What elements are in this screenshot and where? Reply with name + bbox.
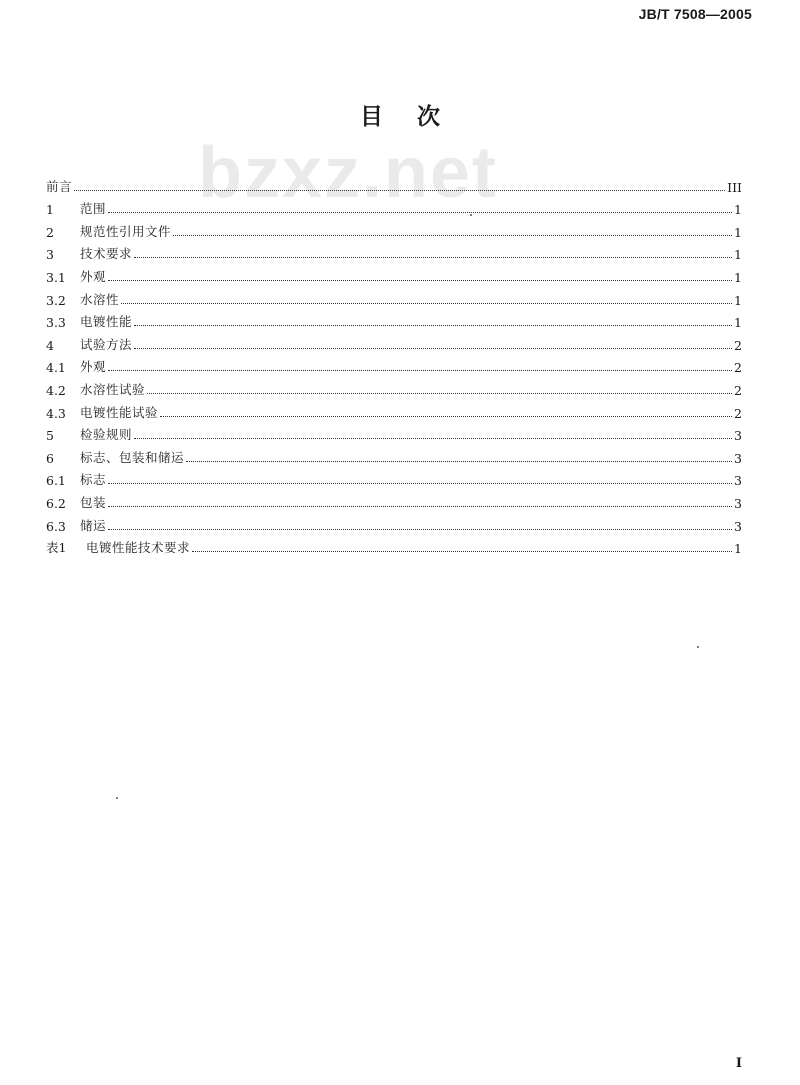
toc-entry-number: 3 [46, 247, 54, 263]
toc-dot-leader [147, 392, 732, 394]
toc-entry-page: 1 [734, 292, 742, 308]
toc-dot-leader [108, 482, 732, 484]
toc-dot-leader [134, 324, 732, 326]
toc-entry-number: 6 [46, 450, 54, 466]
toc-entry-label: 水溶性试验 [80, 381, 146, 397]
toc-entry [46, 488, 742, 511]
toc-entry [46, 375, 742, 398]
toc-entry-page: 2 [734, 360, 742, 376]
toc-entry-number: 6.1 [46, 473, 66, 489]
toc-dot-leader [108, 211, 732, 213]
toc-entry-page: 3 [734, 518, 742, 534]
toc-entry-label: 电镀性能 [80, 314, 133, 330]
toc-entry-label: 技术要求 [80, 246, 133, 262]
page-number: I [735, 1056, 742, 1071]
toc-entry-number: 4.2 [46, 382, 66, 398]
toc-dot-leader [108, 369, 732, 371]
toc-entry-page: 1 [734, 247, 742, 263]
toc-entry-number: 6.3 [46, 518, 66, 534]
toc-entry-label: 前言 [46, 178, 73, 194]
toc-entry-number: 表1 [46, 540, 67, 556]
toc-entry-number: 3.1 [46, 269, 66, 285]
page-title: 目次 [360, 103, 474, 130]
toc-entry-number: 4.3 [46, 405, 66, 421]
toc-dot-leader [108, 528, 732, 530]
toc-entry-page: III [727, 179, 742, 195]
toc-entry [46, 421, 742, 444]
toc-entry-number: 1 [46, 202, 54, 218]
toc-entry-page: 3 [734, 495, 742, 511]
toc-entry-page: 1 [734, 541, 742, 557]
toc-entry-number: 3.2 [46, 292, 66, 308]
toc-dot-leader [192, 550, 732, 552]
toc-entry-label: 包装 [80, 494, 107, 510]
toc-dot-leader [173, 234, 732, 236]
toc-entry-page: 3 [734, 428, 742, 444]
toc-entry [46, 262, 742, 285]
toc-entry [46, 308, 742, 331]
toc-entry-page: 1 [734, 224, 742, 240]
toc-entry-number: 5 [46, 428, 54, 444]
toc-entry-label: 电镀性能技术要求 [86, 540, 191, 556]
toc-entry-number: 2 [46, 224, 54, 240]
toc-dot-leader [108, 279, 732, 281]
watermark: bzxz.net [198, 133, 499, 213]
toc-entry-number: 6.2 [46, 495, 66, 511]
toc-entry-number: 4 [46, 337, 54, 353]
toc-entry [46, 511, 742, 534]
toc-entry-page: 3 [734, 473, 742, 489]
toc-entry [46, 285, 742, 308]
toc-dot-leader [186, 460, 732, 462]
toc-entry-label: 储运 [80, 517, 107, 533]
scan-speck [697, 646, 699, 648]
toc-entry [46, 172, 742, 195]
toc-entry [46, 466, 742, 489]
toc-dot-leader [108, 505, 732, 507]
toc-entry [46, 195, 742, 218]
toc-entry-label: 范围 [80, 201, 107, 217]
toc-entry-page: 1 [734, 202, 742, 218]
toc-entry-page: 2 [734, 382, 742, 398]
toc-entry [46, 534, 742, 557]
toc-entry [46, 330, 742, 353]
toc-dot-leader [134, 437, 732, 439]
toc-entry-number: 4.1 [46, 360, 66, 376]
toc-entry [46, 398, 742, 421]
toc-entry [46, 217, 742, 240]
toc-entry-label: 电镀性能试验 [80, 404, 159, 420]
toc-entry [46, 353, 742, 376]
toc-entry-label: 检验规则 [80, 427, 133, 443]
document-code: JB/T 7508—2005 [638, 6, 752, 22]
toc-entry-label: 试验方法 [80, 336, 133, 352]
toc-entry [46, 443, 742, 466]
toc-entry-label: 标志 [80, 472, 107, 488]
table-of-contents [46, 172, 742, 556]
toc-dot-leader [134, 256, 732, 258]
toc-entry-label: 外观 [80, 359, 107, 375]
toc-entry-page: 1 [734, 269, 742, 285]
toc-entry-label: 规范性引用文件 [80, 223, 172, 239]
toc-entry-page: 2 [734, 405, 742, 421]
toc-dot-leader [134, 347, 732, 349]
toc-entry-label: 外观 [80, 268, 107, 284]
toc-entry-page: 3 [734, 450, 742, 466]
toc-entry-page: 1 [734, 315, 742, 331]
scan-speck [470, 214, 472, 216]
toc-entry-number: 3.3 [46, 315, 66, 331]
toc-entry [46, 240, 742, 263]
toc-entry-page: 2 [734, 337, 742, 353]
scan-speck [116, 797, 118, 799]
toc-dot-leader [121, 302, 732, 304]
toc-entry-label: 水溶性 [80, 291, 120, 307]
toc-dot-leader [160, 415, 732, 417]
toc-entry-label: 标志、包装和储运 [80, 449, 185, 465]
toc-dot-leader [74, 189, 725, 191]
